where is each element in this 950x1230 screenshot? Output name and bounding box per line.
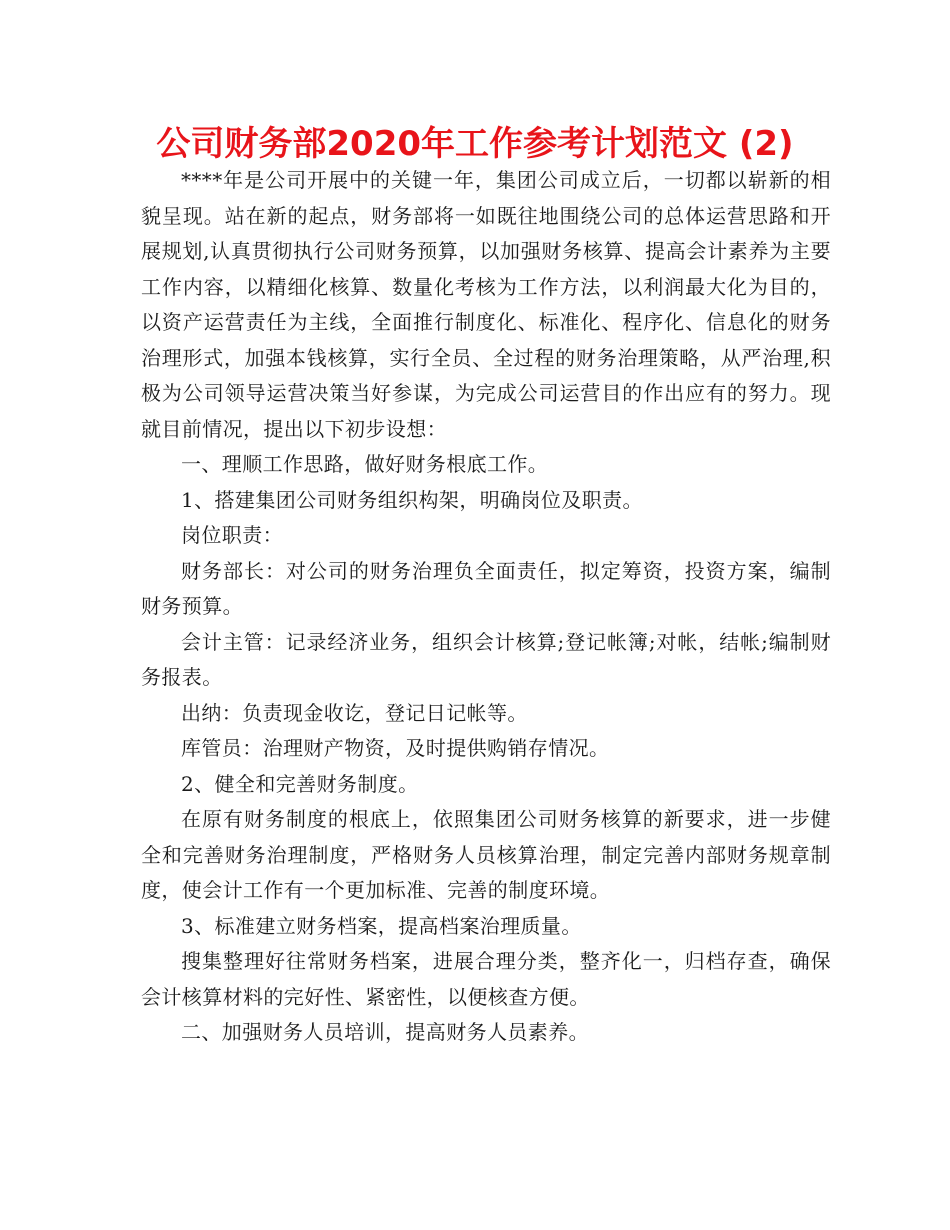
document-body	[141, 163, 831, 1051]
paragraph-intro: ****年是公司开展中的关键一年，集团公司成立后，一切都以崭新的相貌呈现。站在新的起点，财务部将一如既往地围绕公司的总体运营思路和开展规划,认真贯彻执行公司财务预算，以加强财务核算、提高会计素养为主要工作内容，以精细化核算、数量化考核为工作方法，以利润最大化为目的，以资产运营责任为主线，全面推行制度化、标准化、程序化、信息化的财务治理形式，加强本钱核算，实行全员、全过程的财务治理策略，从严治理,积极为公司领导运营决策当好参谋，为完成公司运营目的作出应有的努力。现就目前情况，提出以下初步设想：	[141, 168, 831, 441]
heading-item-2: 2、健全和完善财务制度。	[181, 771, 419, 796]
paragraph-finance-archives: 搜集整理好往常财务档案，进展合理分类，整齐化一，归档存查，确保会计核算材料的完好性、紧密性，以便核查方便。	[141, 949, 831, 1009]
document-title: 公司财务部2020年工作参考计划范文 (2)	[156, 124, 794, 164]
paragraph-warehouse-keeper: 库管员：治理财产物资，及时提供购销存情况。	[181, 736, 610, 760]
heading-item-1: 1、搭建集团公司财务组织构架，明确岗位及职责。	[181, 487, 643, 512]
paragraph-finance-system: 在原有财务制度的根底上，依照集团公司财务核算的新要求，进一步健全和完善财务治理制度，严格财务人员核算治理，制定完善内部财务规章制度，使会计工作有一个更加标准、完善的制度环境。	[141, 807, 831, 902]
paragraph-finance-director: 财务部长：对公司的财务治理负全面责任，拟定筹资，投资方案，编制财务预算。	[141, 558, 831, 618]
heading-item-3: 3、标准建立财务档案，提高档案治理质量。	[181, 913, 582, 938]
heading-section-2: 二、加强财务人员培训，提高财务人员素养。	[181, 1020, 589, 1044]
paragraph-accounting-supervisor: 会计主管：记录经济业务，组织会计核算;登记帐簿;对帐，结帐;编制财务报表。	[141, 629, 831, 689]
paragraph-cashier: 出纳：负责现金收讫，登记日记帐等。	[181, 700, 528, 725]
heading-section-1: 一、理顺工作思路，做好财务根底工作。	[181, 452, 549, 476]
label-job-duties: 岗位职责：	[181, 523, 283, 547]
